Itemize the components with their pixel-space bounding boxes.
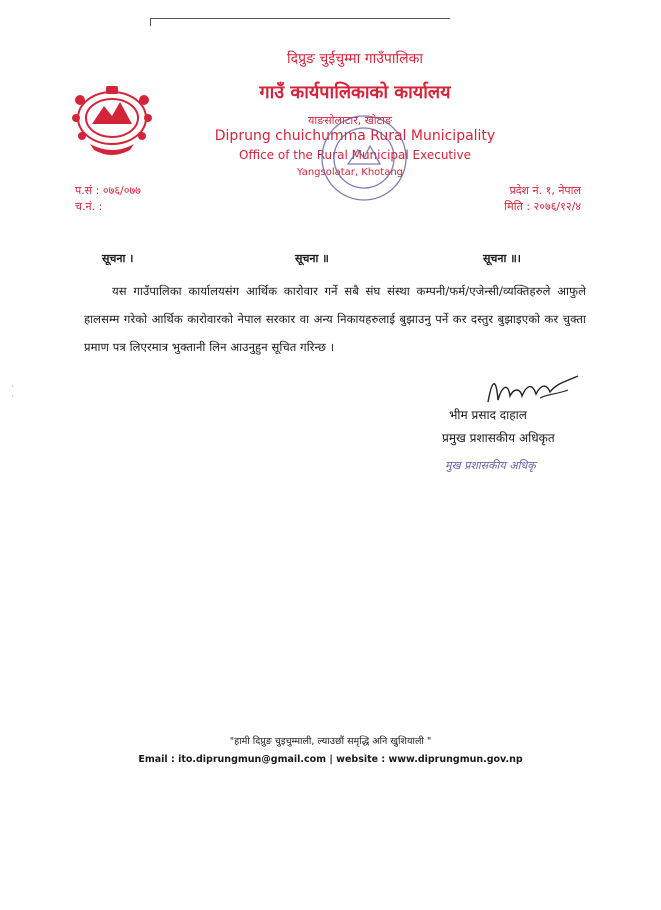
address-en: Yangsolatar, Khotang — [296, 167, 404, 178]
top-border-line — [150, 18, 450, 19]
notice-body: यस गाउँपालिका कार्यालयसंग आर्थिक कारोवार गर्ने सबै संघ संस्था कम्पनी/फर्म/एजेन्सी/व्यक्तिहरुले आफुले हालसम्म गरेको आर्थिक कारोवारको नेपाल सरकार वा अन्य निकायहरुलाई बुझाउनु पर्ने कर दस्तुर बुझाइएको कर चुक्ता प्रमाण पत्र लिएरमात्र भुक्तानी लिन आउनुहुन सूचित गरिन्छ । — [84, 284, 586, 354]
notice-heading-1: सूचना । — [102, 252, 134, 265]
reference-number: प.सं : ०७६/०७७ — [75, 184, 141, 197]
office-seal-icon — [318, 112, 410, 204]
nepal-emblem-icon — [62, 78, 162, 158]
municipality-name-np: दिप्रुङ चुईचुम्मा गाउँपालिका — [287, 51, 423, 67]
footer-contact: Email : ito.diprungmun@gmail.com | website : www.diprungmun.gov.np — [138, 754, 523, 765]
dispatch-number: च.नं. : — [75, 200, 103, 213]
office-name-np: गाउँ कार्यपालिकाको कार्यालय — [259, 82, 451, 103]
notice-heading-2: सूचना ॥ — [295, 252, 329, 265]
issue-date: मिति : २०७६/१२/४ — [504, 200, 581, 213]
office-name-en: Office of the Rural Municipal Executive — [239, 148, 471, 162]
notice-heading-3: सूचना ॥। — [483, 252, 521, 265]
province-label: प्रदेश नं. १, नेपाल — [509, 184, 581, 197]
signatory-name: भीम प्रसाद दाहाल — [449, 408, 527, 422]
footer-motto: "हामी दिप्रुङ चुइचुम्माली, ल्याउछौं समृद्धि अनि खुशियाली " — [229, 736, 432, 747]
signatory-stamp: मुख प्रशासकीय अधिकृ — [445, 459, 536, 472]
address-np: याङसोलाटार, खोटाङ — [308, 114, 392, 127]
handwritten-signature-icon — [478, 372, 588, 408]
municipality-name-en: Diprung chuichumma Rural Municipality — [214, 128, 496, 144]
margin-mark: · — [11, 382, 14, 391]
top-border-tick — [150, 18, 151, 26]
signatory-title: प्रमुख प्रशासकीय अधिकृत — [442, 431, 555, 445]
margin-mark: · — [11, 392, 14, 401]
